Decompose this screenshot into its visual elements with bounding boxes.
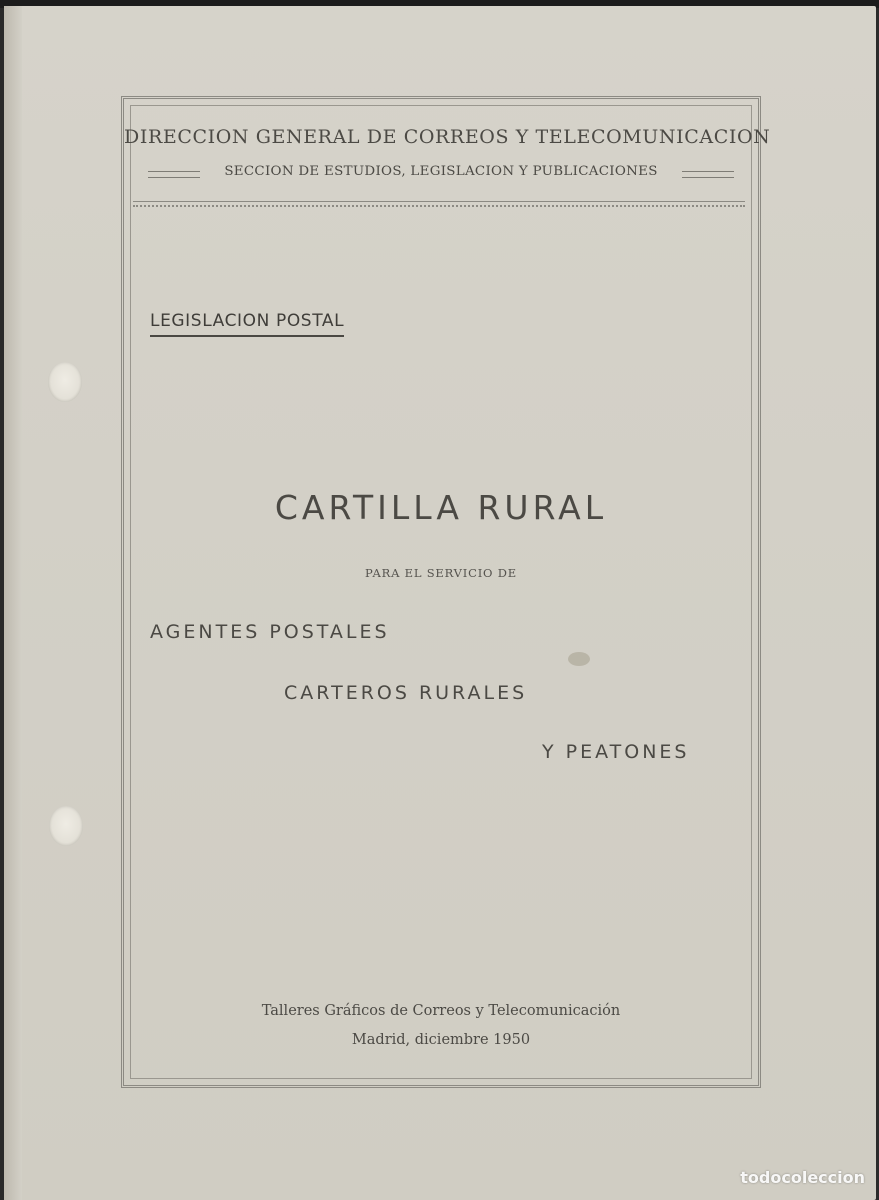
issuing-section-subtitle: SECCION DE ESTUDIOS, LEGISLACION Y PUBLICACIONES xyxy=(224,164,658,179)
inner-border xyxy=(130,105,752,1079)
site-watermark: todocoleccion xyxy=(740,1168,865,1187)
punch-hole-top xyxy=(48,362,82,402)
document-title: CARTILLA RURAL xyxy=(274,488,608,527)
issuing-authority-title: DIRECCION GENERAL DE CORREOS Y TELECOMUNICACION xyxy=(124,126,771,148)
decorative-border-frame xyxy=(121,96,771,1088)
printer-name: Talleres Gráficos de Correos y Telecomunicación xyxy=(261,1003,621,1019)
paper-stain xyxy=(568,652,590,666)
publication-place-date: Madrid, diciembre 1950 xyxy=(351,1032,531,1048)
document-subtitle: PARA EL SERVICIO DE xyxy=(365,566,517,580)
audience-line: AGENTES POSTALES xyxy=(150,621,390,643)
audience-line: Y PEATONES xyxy=(542,741,690,763)
section-label: LEGISLACION POSTAL xyxy=(150,311,344,337)
header-divider xyxy=(133,201,745,207)
cover-binding-edge xyxy=(4,6,22,1200)
ornament-rule-right xyxy=(682,171,734,178)
audience-line: CARTEROS RURALES xyxy=(284,682,528,704)
punch-hole-bottom xyxy=(49,806,83,846)
